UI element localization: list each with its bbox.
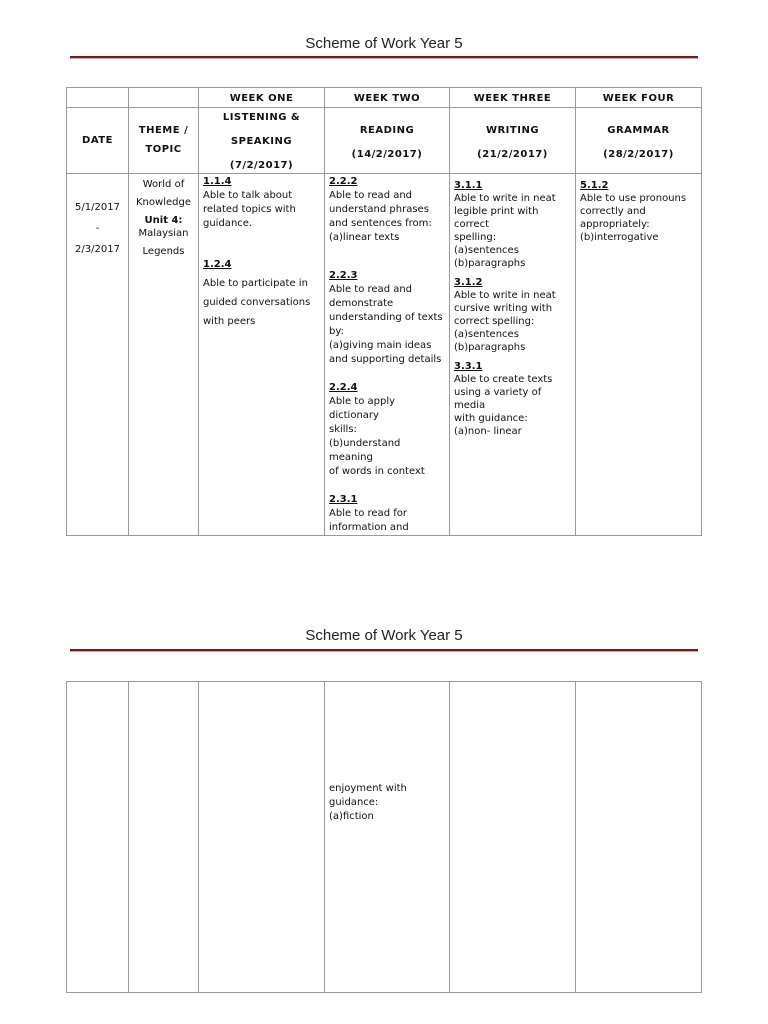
standard-code: 3.1.2	[454, 277, 483, 288]
standard-text: guidance:	[329, 797, 379, 808]
empty-cell	[67, 682, 129, 993]
standard-text: appropriately:	[580, 219, 650, 230]
standard-text: of words in context	[329, 466, 425, 477]
standard-text: by:	[329, 326, 344, 337]
date-start: 5/1/2017	[75, 202, 120, 213]
standard-text: enjoyment with	[329, 783, 407, 794]
standard-text: Able to talk about	[203, 190, 293, 201]
title-rule	[70, 649, 698, 652]
empty-cell	[450, 682, 576, 993]
standard-text: Able to use pronouns	[580, 193, 687, 204]
continued-row	[67, 682, 702, 993]
standard-text: (a)sentences	[454, 245, 519, 256]
page-title: Scheme of Work Year 5	[305, 35, 463, 52]
date-dash: -	[95, 223, 100, 234]
standard-text: skills:	[329, 424, 357, 435]
standard-code: 3.1.1	[454, 180, 483, 191]
title-rule	[70, 56, 698, 59]
listening-speaking-header	[199, 108, 325, 174]
date-header: DATE	[67, 108, 129, 174]
standard-text: understand phrases	[329, 204, 429, 215]
week-two-header: WEEK TWO	[325, 88, 450, 108]
standard-text: and sentences from:	[329, 218, 432, 229]
date-end: 2/3/2017	[75, 244, 120, 255]
skill-name: GRAMMAR	[607, 125, 670, 136]
skill-date: (14/2/2017)	[351, 149, 423, 160]
standard-text: demonstrate	[329, 298, 394, 309]
skill-date: (7/2/2017)	[229, 160, 294, 171]
standard-text: (b)paragraphs	[454, 258, 526, 269]
week-one-content	[199, 174, 325, 536]
standard-text: Able to read and	[329, 284, 413, 295]
week-four-content	[576, 174, 702, 536]
standard-text: (a)giving main ideas	[329, 340, 432, 351]
skill-name: LISTENING &	[222, 112, 301, 123]
standard-code: 1.1.4	[203, 176, 232, 187]
standard-text: correctly and	[580, 206, 646, 217]
standard-code: 2.2.4	[329, 382, 358, 393]
empty-cell	[129, 682, 199, 993]
standard-code: 2.3.1	[329, 494, 358, 505]
week-one-header: WEEK ONE	[199, 88, 325, 108]
standard-code: 5.1.2	[580, 180, 609, 191]
week-four-header: WEEK FOUR	[576, 88, 702, 108]
standard-text: correct spelling:	[454, 316, 535, 327]
unit-title: Legends	[142, 246, 185, 257]
theme-text: World of	[142, 179, 185, 190]
unit-label: Unit 4:	[144, 215, 183, 226]
standard-text: spelling:	[454, 232, 497, 243]
standard-code: 2.2.2	[329, 176, 358, 187]
theme-text: Knowledge	[136, 197, 191, 208]
standard-code: 2.2.3	[329, 270, 358, 281]
standard-text: Able to write in neat	[454, 290, 556, 301]
scheme-table-page1	[66, 87, 702, 536]
writing-header	[450, 108, 576, 174]
page-title: Scheme of Work Year 5	[305, 627, 463, 644]
skill-name: READING	[359, 125, 415, 136]
standard-text: and supporting details	[329, 354, 442, 365]
week-header-row	[67, 88, 702, 108]
empty-cell	[576, 682, 702, 993]
week-three-content	[450, 174, 576, 536]
week-two-content	[325, 174, 450, 536]
standard-text: Able to participate in	[203, 278, 308, 289]
week-three-header: WEEK THREE	[450, 88, 576, 108]
standard-text: Able to read and	[329, 190, 413, 201]
standard-text: using a variety of media	[454, 387, 542, 411]
scheme-table-page2	[66, 681, 702, 993]
week-two-continued	[325, 682, 450, 993]
skill-name: WRITING	[485, 125, 540, 136]
standard-text: (b)interrogative	[580, 232, 659, 243]
standard-text: legible print with correct	[454, 206, 539, 230]
standard-text: (a)non- linear	[454, 426, 522, 437]
standard-code: 1.2.4	[203, 259, 232, 270]
content-row	[67, 174, 702, 536]
standard-text: cursive writing with	[454, 303, 553, 314]
empty-cell	[67, 88, 129, 108]
unit-title: Malaysian	[138, 228, 189, 239]
theme-cell	[129, 174, 199, 536]
standard-text: (b)understand meaning	[329, 438, 401, 463]
standard-text: (a)linear texts	[329, 232, 400, 243]
standard-text: Able to read for	[329, 508, 407, 519]
standard-text: guidance.	[203, 218, 253, 229]
standard-text: with peers	[203, 316, 256, 327]
standard-text: (a)sentences	[454, 329, 519, 340]
standard-code: 3.3.1	[454, 361, 483, 372]
standard-text: information and	[329, 522, 409, 533]
topic-label: TOPIC	[145, 144, 182, 155]
skill-date: (21/2/2017)	[477, 149, 548, 160]
standard-text: guided conversations	[203, 297, 311, 308]
standard-text: Able to create texts	[454, 374, 553, 385]
empty-cell	[129, 88, 199, 108]
standard-text: understanding of texts	[329, 312, 443, 323]
grammar-header	[576, 108, 702, 174]
theme-topic-header	[129, 108, 199, 174]
standard-text: (b)paragraphs	[454, 342, 526, 353]
skill-name: SPEAKING	[230, 136, 293, 147]
standard-text: with guidance:	[454, 413, 528, 424]
theme-label: THEME /	[138, 125, 189, 136]
reading-header	[325, 108, 450, 174]
skill-header-row	[67, 108, 702, 174]
date-cell	[67, 174, 129, 536]
empty-cell	[199, 682, 325, 993]
standard-text: related topics with	[203, 204, 296, 215]
standard-text: Able to apply dictionary	[329, 396, 396, 421]
standard-text: Able to write in neat	[454, 193, 556, 204]
skill-date: (28/2/2017)	[603, 149, 674, 160]
standard-text: (a)fiction	[329, 811, 374, 822]
